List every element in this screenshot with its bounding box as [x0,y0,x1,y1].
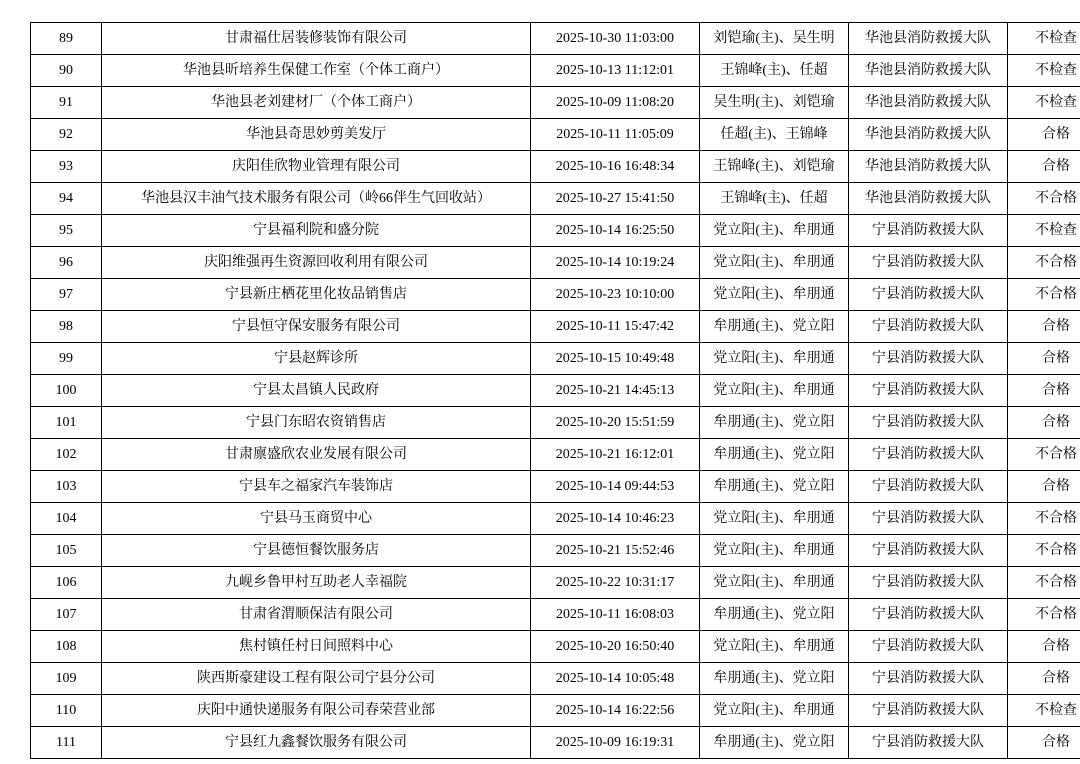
cell-inspection-time: 2025-10-13 11:12:01 [531,55,700,87]
table-row [31,407,1080,439]
cell-unit-name: 宁县福利院和盛分院 [102,215,531,247]
cell-inspection-unit: 宁县消防救援大队 [849,631,1008,663]
cell-inspection-time: 2025-10-09 11:08:20 [531,87,700,119]
cell-inspection-time: 2025-10-30 11:03:00 [531,23,700,55]
cell-result: 合格 [1008,119,1080,151]
cell-inspectors: 牟朋通(主)、党立阳 [700,407,849,439]
table-row [31,375,1080,407]
cell-unit-name: 宁县德恒餐饮服务店 [102,535,531,567]
cell-inspection-time: 2025-10-14 09:44:53 [531,471,700,503]
cell-unit-name: 甘肃省渭顺保洁有限公司 [102,599,531,631]
cell-unit-name: 焦村镇任村日间照料中心 [102,631,531,663]
cell-inspectors: 党立阳(主)、牟朋通 [700,695,849,727]
cell-result: 合格 [1008,311,1080,343]
cell-result: 不检查 [1008,695,1080,727]
cell-unit-name: 宁县恒守保安服务有限公司 [102,311,531,343]
cell-inspection-unit: 宁县消防救援大队 [849,727,1008,759]
cell-index: 98 [31,311,102,343]
cell-inspection-unit: 宁县消防救援大队 [849,471,1008,503]
cell-inspection-unit: 宁县消防救援大队 [849,599,1008,631]
cell-inspectors: 党立阳(主)、牟朋通 [700,215,849,247]
cell-unit-name: 宁县新庄栖花里化妆品销售店 [102,279,531,311]
cell-inspectors: 牟朋通(主)、党立阳 [700,599,849,631]
cell-index: 111 [31,727,102,759]
cell-index: 96 [31,247,102,279]
cell-inspection-time: 2025-10-23 10:10:00 [531,279,700,311]
cell-inspection-unit: 宁县消防救援大队 [849,535,1008,567]
cell-inspectors: 刘铠瑜(主)、吴生明 [700,23,849,55]
cell-result: 不检查 [1008,215,1080,247]
cell-inspectors: 任超(主)、王锦峰 [700,119,849,151]
cell-inspection-unit: 华池县消防救援大队 [849,23,1008,55]
cell-inspection-time: 2025-10-14 16:22:56 [531,695,700,727]
cell-unit-name: 甘肃廪盛欣农业发展有限公司 [102,439,531,471]
cell-result: 不合格 [1008,247,1080,279]
cell-index: 93 [31,151,102,183]
cell-inspectors: 党立阳(主)、牟朋通 [700,279,849,311]
cell-inspection-unit: 宁县消防救援大队 [849,247,1008,279]
cell-inspection-unit: 宁县消防救援大队 [849,343,1008,375]
table-row [31,311,1080,343]
table-row [31,119,1080,151]
cell-inspectors: 党立阳(主)、牟朋通 [700,535,849,567]
cell-unit-name: 华池县奇思妙剪美发厅 [102,119,531,151]
cell-inspection-unit: 宁县消防救援大队 [849,663,1008,695]
cell-result: 不合格 [1008,439,1080,471]
cell-inspection-unit: 宁县消防救援大队 [849,567,1008,599]
cell-index: 95 [31,215,102,247]
cell-inspectors: 王锦峰(主)、刘铠瑜 [700,151,849,183]
cell-inspection-unit: 华池县消防救援大队 [849,119,1008,151]
cell-inspection-unit: 宁县消防救援大队 [849,439,1008,471]
cell-result: 合格 [1008,375,1080,407]
cell-index: 106 [31,567,102,599]
cell-inspectors: 党立阳(主)、牟朋通 [700,343,849,375]
cell-inspectors: 王锦峰(主)、任超 [700,55,849,87]
cell-unit-name: 宁县赵辉诊所 [102,343,531,375]
inspection-records-table [30,22,1080,759]
cell-index: 90 [31,55,102,87]
cell-index: 99 [31,343,102,375]
table-row [31,55,1080,87]
cell-unit-name: 宁县车之福家汽车装饰店 [102,471,531,503]
cell-unit-name: 九岘乡鲁甲村互助老人幸福院 [102,567,531,599]
table-row [31,247,1080,279]
cell-inspection-time: 2025-10-14 10:05:48 [531,663,700,695]
cell-result: 不合格 [1008,503,1080,535]
cell-inspection-unit: 宁县消防救援大队 [849,503,1008,535]
cell-inspection-time: 2025-10-20 15:51:59 [531,407,700,439]
cell-inspection-unit: 华池县消防救援大队 [849,183,1008,215]
cell-inspection-unit: 宁县消防救援大队 [849,375,1008,407]
cell-inspectors: 牟朋通(主)、党立阳 [700,311,849,343]
cell-inspection-time: 2025-10-09 16:19:31 [531,727,700,759]
cell-result: 不检查 [1008,23,1080,55]
cell-unit-name: 华池县昕培养生保健工作室（个体工商户） [102,55,531,87]
cell-inspection-unit: 宁县消防救援大队 [849,695,1008,727]
cell-unit-name: 宁县马玉商贸中心 [102,503,531,535]
cell-result: 合格 [1008,631,1080,663]
table-row [31,279,1080,311]
cell-inspectors: 党立阳(主)、牟朋通 [700,631,849,663]
cell-inspection-unit: 宁县消防救援大队 [849,215,1008,247]
cell-inspection-unit: 宁县消防救援大队 [849,279,1008,311]
cell-inspection-time: 2025-10-11 16:08:03 [531,599,700,631]
table-row [31,535,1080,567]
cell-inspection-time: 2025-10-14 10:46:23 [531,503,700,535]
cell-result: 不合格 [1008,567,1080,599]
cell-index: 110 [31,695,102,727]
cell-inspection-unit: 华池县消防救援大队 [849,87,1008,119]
table-row [31,343,1080,375]
cell-inspectors: 牟朋通(主)、党立阳 [700,663,849,695]
table-body [31,23,1080,759]
cell-unit-name: 华池县汉丰油气技术服务有限公司（岭66伴生气回收站） [102,183,531,215]
cell-inspectors: 吴生明(主)、刘铠瑜 [700,87,849,119]
cell-inspection-time: 2025-10-14 10:19:24 [531,247,700,279]
cell-result: 合格 [1008,727,1080,759]
cell-index: 94 [31,183,102,215]
cell-unit-name: 甘肃福仕居装修装饰有限公司 [102,23,531,55]
cell-result: 不检查 [1008,87,1080,119]
cell-unit-name: 庆阳维强再生资源回收利用有限公司 [102,247,531,279]
table-row [31,503,1080,535]
cell-unit-name: 宁县太昌镇人民政府 [102,375,531,407]
cell-inspection-time: 2025-10-22 10:31:17 [531,567,700,599]
cell-index: 92 [31,119,102,151]
cell-result: 合格 [1008,471,1080,503]
table-row [31,183,1080,215]
cell-inspection-time: 2025-10-27 15:41:50 [531,183,700,215]
table-row [31,151,1080,183]
cell-index: 102 [31,439,102,471]
cell-inspection-unit: 宁县消防救援大队 [849,407,1008,439]
table-row [31,663,1080,695]
cell-index: 89 [31,23,102,55]
cell-inspectors: 牟朋通(主)、党立阳 [700,439,849,471]
cell-unit-name: 宁县门东昭农资销售店 [102,407,531,439]
cell-unit-name: 陕西斯豪建设工程有限公司宁县分公司 [102,663,531,695]
cell-unit-name: 庆阳中通快递服务有限公司春荣营业部 [102,695,531,727]
table-row [31,23,1080,55]
cell-result: 不合格 [1008,599,1080,631]
cell-index: 108 [31,631,102,663]
cell-index: 101 [31,407,102,439]
cell-index: 105 [31,535,102,567]
cell-inspectors: 王锦峰(主)、任超 [700,183,849,215]
cell-inspection-time: 2025-10-15 10:49:48 [531,343,700,375]
cell-inspection-unit: 华池县消防救援大队 [849,151,1008,183]
table-row [31,215,1080,247]
cell-result: 不检查 [1008,55,1080,87]
cell-result: 不合格 [1008,279,1080,311]
table-row [31,471,1080,503]
cell-result: 不合格 [1008,183,1080,215]
cell-inspectors: 党立阳(主)、牟朋通 [700,375,849,407]
cell-inspection-time: 2025-10-11 15:47:42 [531,311,700,343]
cell-inspection-time: 2025-10-14 16:25:50 [531,215,700,247]
cell-index: 103 [31,471,102,503]
cell-inspection-unit: 华池县消防救援大队 [849,55,1008,87]
cell-result: 合格 [1008,663,1080,695]
table-row [31,631,1080,663]
cell-inspection-time: 2025-10-21 15:52:46 [531,535,700,567]
cell-result: 合格 [1008,343,1080,375]
cell-inspectors: 牟朋通(主)、党立阳 [700,471,849,503]
table-row [31,87,1080,119]
cell-index: 104 [31,503,102,535]
cell-unit-name: 庆阳佳欣物业管理有限公司 [102,151,531,183]
cell-unit-name: 宁县红九鑫餐饮服务有限公司 [102,727,531,759]
cell-result: 合格 [1008,151,1080,183]
cell-inspection-time: 2025-10-16 16:48:34 [531,151,700,183]
cell-inspectors: 党立阳(主)、牟朋通 [700,247,849,279]
cell-inspectors: 党立阳(主)、牟朋通 [700,503,849,535]
table-row [31,567,1080,599]
table-row [31,695,1080,727]
cell-inspection-time: 2025-10-20 16:50:40 [531,631,700,663]
cell-index: 109 [31,663,102,695]
cell-inspection-time: 2025-10-21 14:45:13 [531,375,700,407]
table-row [31,439,1080,471]
cell-index: 91 [31,87,102,119]
cell-result: 不合格 [1008,535,1080,567]
cell-inspection-unit: 宁县消防救援大队 [849,311,1008,343]
cell-unit-name: 华池县老刘建材厂（个体工商户） [102,87,531,119]
cell-index: 100 [31,375,102,407]
table-row [31,599,1080,631]
cell-inspection-time: 2025-10-11 11:05:09 [531,119,700,151]
table-row [31,727,1080,759]
cell-result: 合格 [1008,407,1080,439]
cell-index: 107 [31,599,102,631]
cell-inspectors: 党立阳(主)、牟朋通 [700,567,849,599]
cell-inspection-time: 2025-10-21 16:12:01 [531,439,700,471]
cell-index: 97 [31,279,102,311]
cell-inspectors: 牟朋通(主)、党立阳 [700,727,849,759]
